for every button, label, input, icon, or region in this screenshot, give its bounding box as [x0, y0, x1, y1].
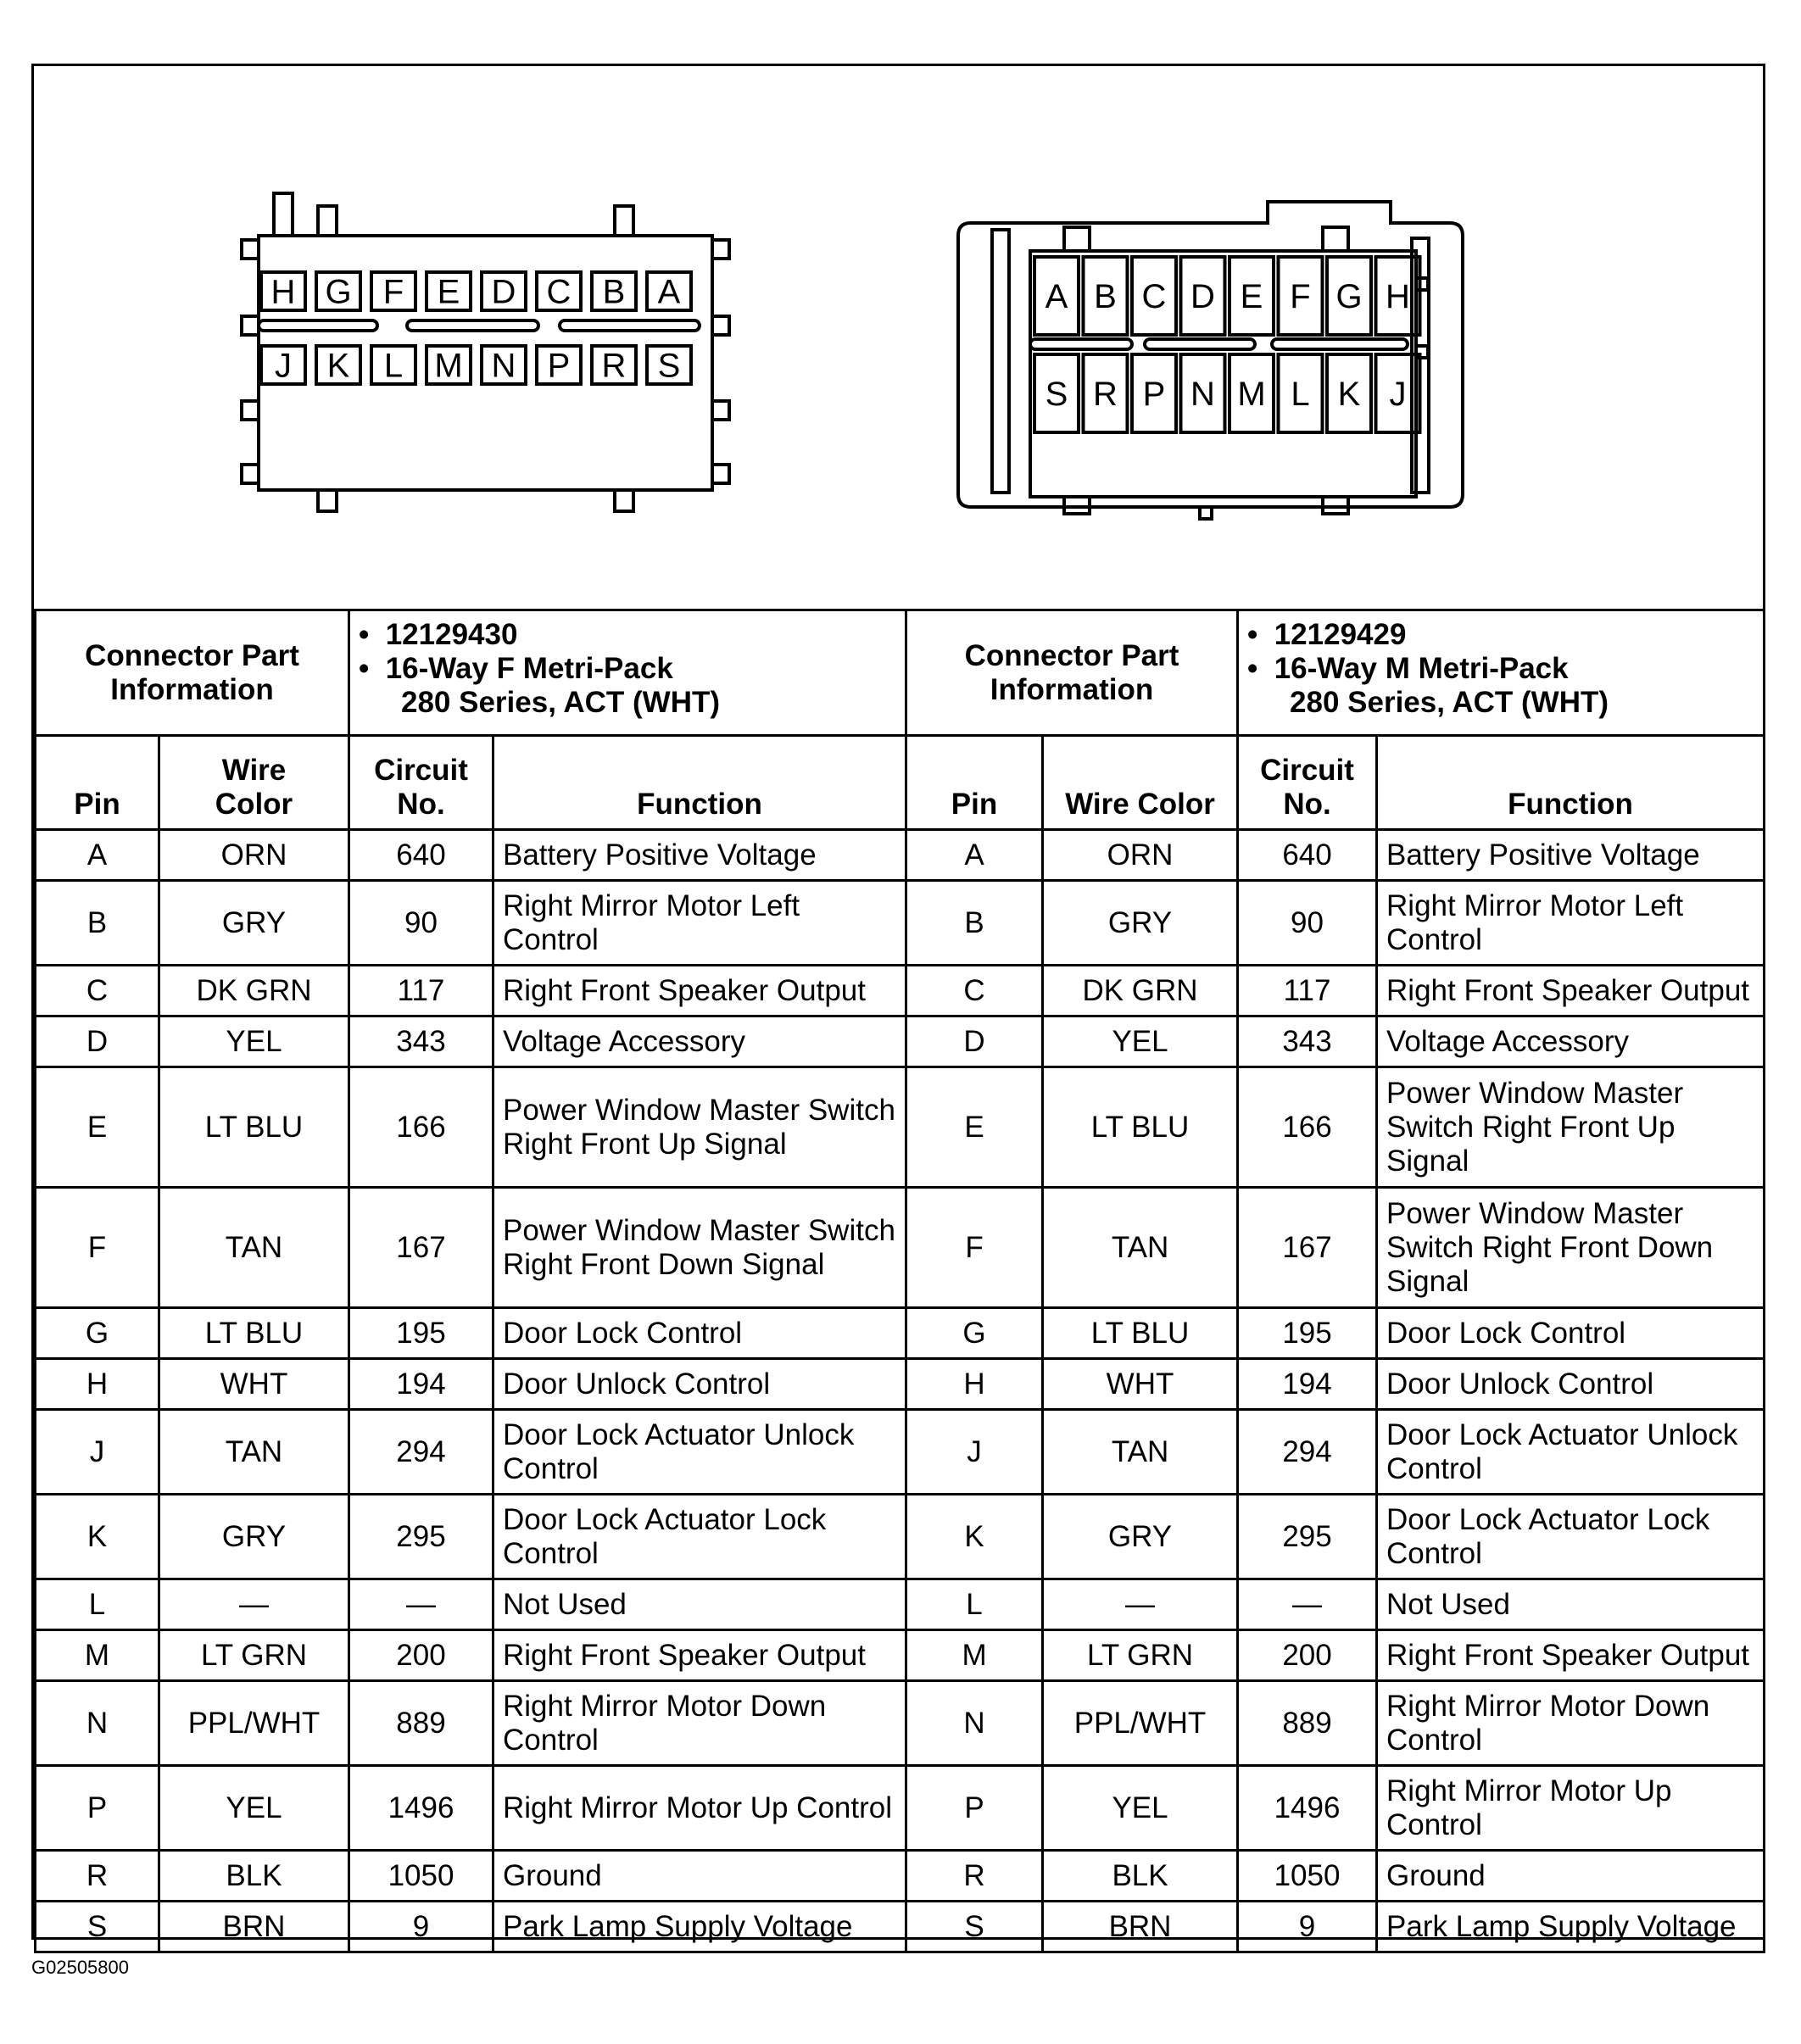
header-function-left: Function — [493, 736, 906, 830]
left-info-label — [36, 610, 349, 736]
right-cell-pin: L — [906, 1579, 1043, 1630]
header-circuit-left-l2: No. — [397, 788, 445, 821]
connector-info-row — [36, 610, 1765, 736]
left-pin-label-J: J — [275, 347, 292, 385]
table-row — [36, 1681, 1765, 1766]
pin-table — [34, 609, 1765, 1953]
right-cell-function: Right Mirror Motor Left Control — [1377, 881, 1765, 966]
left-cell-wire: — — [159, 1579, 349, 1630]
table-row — [36, 1067, 1765, 1188]
table-row — [36, 1410, 1765, 1495]
header-function-right: Function — [1377, 736, 1765, 830]
left-cell-wire: LT GRN — [159, 1630, 349, 1681]
right-cell-circuit: 200 — [1238, 1630, 1377, 1681]
left-cell-wire: BLK — [159, 1851, 349, 1902]
table-row — [36, 1630, 1765, 1681]
left-cell-function: Ground — [493, 1851, 906, 1902]
right-pin-label-E: E — [1240, 278, 1263, 315]
left-cell-pin: C — [36, 966, 159, 1016]
right-cell-circuit: 1496 — [1238, 1766, 1377, 1851]
right-cell-pin: M — [906, 1630, 1043, 1681]
left-cell-circuit: 200 — [349, 1630, 493, 1681]
right-pin-label-N: N — [1190, 376, 1215, 413]
right-cell-pin: J — [906, 1410, 1043, 1495]
right-cell-pin: C — [906, 966, 1043, 1016]
right-description-line2: 280 Series, ACT (WHT) — [1290, 686, 1609, 719]
left-cell-pin: A — [36, 830, 159, 881]
right-cell-function: Right Front Speaker Output — [1377, 1630, 1765, 1681]
header-circuit-right-l1: Circuit — [1260, 754, 1354, 787]
right-connector-top-row — [1034, 257, 1420, 335]
table-row — [36, 1308, 1765, 1359]
left-cell-circuit: 194 — [349, 1359, 493, 1410]
right-cell-pin: E — [906, 1067, 1043, 1188]
right-pin-label-P: P — [1142, 376, 1166, 413]
right-pin-label-L: L — [1291, 376, 1310, 413]
right-cell-function: Door Lock Control — [1377, 1308, 1765, 1359]
left-cell-pin: B — [36, 881, 159, 966]
table-row — [36, 1851, 1765, 1902]
right-info-label — [906, 610, 1238, 736]
right-pin-label-D: D — [1190, 278, 1215, 315]
left-cell-circuit: 90 — [349, 881, 493, 966]
table-row — [36, 1766, 1765, 1851]
right-cell-pin: F — [906, 1188, 1043, 1308]
figure-id: G02505800 — [31, 1957, 129, 1978]
header-circuit-left-l1: Circuit — [374, 754, 468, 787]
right-cell-circuit: 295 — [1238, 1495, 1377, 1579]
left-pin-label-G: G — [325, 273, 352, 311]
connector-diagram — [34, 66, 1763, 609]
left-info-label-line2: Information — [110, 672, 274, 706]
right-cell-circuit: 90 — [1238, 881, 1377, 966]
right-cell-wire: GRY — [1043, 881, 1238, 966]
left-cell-function: Right Mirror Motor Down Control — [493, 1681, 906, 1766]
right-cell-circuit: — — [1238, 1579, 1377, 1630]
right-cell-wire: LT BLU — [1043, 1067, 1238, 1188]
left-cell-pin: R — [36, 1851, 159, 1902]
left-cell-pin: H — [36, 1359, 159, 1410]
right-pin-label-J: J — [1389, 376, 1407, 413]
right-connector-bottom-row — [1034, 354, 1420, 432]
right-cell-circuit: 117 — [1238, 966, 1377, 1016]
right-cell-circuit: 640 — [1238, 830, 1377, 881]
right-cell-wire: WHT — [1043, 1359, 1238, 1410]
table-row — [36, 1188, 1765, 1308]
right-pin-label-M: M — [1237, 376, 1266, 413]
table-row — [36, 830, 1765, 881]
right-cell-circuit: 167 — [1238, 1188, 1377, 1308]
right-cell-wire: PPL/WHT — [1043, 1681, 1238, 1766]
right-cell-wire: YEL — [1043, 1766, 1238, 1851]
left-pin-label-R: R — [601, 347, 627, 385]
left-cell-pin: J — [36, 1410, 159, 1495]
right-cell-wire: BLK — [1043, 1851, 1238, 1902]
left-description-value: 16-Way F Metri-Pack — [385, 652, 673, 685]
left-cell-wire: GRY — [159, 1495, 349, 1579]
right-pin-label-K: K — [1337, 376, 1361, 413]
right-cell-pin: G — [906, 1308, 1043, 1359]
right-cell-wire: BRN — [1043, 1902, 1238, 1952]
right-cell-wire: LT GRN — [1043, 1630, 1238, 1681]
left-cell-circuit: 1496 — [349, 1766, 493, 1851]
right-cell-circuit: 294 — [1238, 1410, 1377, 1495]
left-cell-function: Right Front Speaker Output — [493, 966, 906, 1016]
table-row — [36, 881, 1765, 966]
header-pin-right: Pin — [906, 736, 1043, 830]
left-cell-function: Door Lock Actuator Lock Control — [493, 1495, 906, 1579]
left-pin-label-E: E — [437, 273, 460, 311]
left-pin-label-K: K — [326, 347, 350, 385]
right-cell-function: Power Window Master Switch Right Front Down Signal — [1377, 1188, 1765, 1308]
left-cell-pin: M — [36, 1630, 159, 1681]
right-cell-pin: B — [906, 881, 1043, 966]
right-cell-circuit: 889 — [1238, 1681, 1377, 1766]
left-cell-function: Voltage Accessory — [493, 1016, 906, 1067]
left-cell-function: Power Window Master Switch Right Front Down Signal — [493, 1188, 906, 1308]
left-description-line2: 280 Series, ACT (WHT) — [401, 686, 721, 719]
right-cell-function: Right Mirror Motor Down Control — [1377, 1681, 1765, 1766]
left-connector-top-row — [261, 272, 691, 311]
left-description-line1: • 16-Way F Metri-Pack — [359, 652, 673, 685]
left-pin-label-H: H — [270, 273, 296, 311]
left-cell-wire: YEL — [159, 1016, 349, 1067]
column-header-row — [36, 736, 1765, 830]
right-cell-function: Power Window Master Switch Right Front Up Signal — [1377, 1067, 1765, 1188]
right-cell-pin: N — [906, 1681, 1043, 1766]
left-pin-label-A: A — [657, 273, 681, 311]
left-part-number: • 12129430 — [359, 618, 518, 651]
right-cell-circuit: 1050 — [1238, 1851, 1377, 1902]
left-cell-circuit: 640 — [349, 830, 493, 881]
right-pin-label-G: G — [1335, 278, 1363, 315]
left-cell-function: Not Used — [493, 1579, 906, 1630]
right-pin-label-B: B — [1094, 278, 1117, 315]
right-description-line1: • 16-Way M Metri-Pack — [1247, 652, 1569, 685]
right-cell-pin: K — [906, 1495, 1043, 1579]
header-wire-color-right: Wire Color — [1043, 736, 1238, 830]
header-circuit-right-l2: No. — [1283, 788, 1331, 821]
right-cell-function: Door Lock Actuator Unlock Control — [1377, 1410, 1765, 1495]
left-cell-function: Right Mirror Motor Left Control — [493, 881, 906, 966]
table-row — [36, 966, 1765, 1016]
left-cell-function: Right Mirror Motor Up Control — [493, 1766, 906, 1851]
left-cell-circuit: 117 — [349, 966, 493, 1016]
left-cell-function: Power Window Master Switch Right Front Up Signal — [493, 1067, 906, 1188]
left-cell-circuit: 166 — [349, 1067, 493, 1188]
left-cell-wire: DK GRN — [159, 966, 349, 1016]
left-info-label-line1: Connector Part — [85, 638, 299, 672]
right-cell-function: Voltage Accessory — [1377, 1016, 1765, 1067]
left-cell-circuit: 889 — [349, 1681, 493, 1766]
left-cell-circuit: 294 — [349, 1410, 493, 1495]
left-cell-wire: LT BLU — [159, 1067, 349, 1188]
right-cell-pin: S — [906, 1902, 1043, 1952]
right-cell-circuit: 343 — [1238, 1016, 1377, 1067]
right-cell-function: Right Mirror Motor Up Control — [1377, 1766, 1765, 1851]
right-cell-circuit: 195 — [1238, 1308, 1377, 1359]
left-pin-label-P: P — [547, 347, 571, 385]
connector-frame — [31, 64, 1765, 1943]
left-cell-pin: D — [36, 1016, 159, 1067]
left-cell-pin: P — [36, 1766, 159, 1851]
table-row — [36, 1359, 1765, 1410]
left-cell-wire: YEL — [159, 1766, 349, 1851]
right-cell-wire: LT BLU — [1043, 1308, 1238, 1359]
header-wire-color-left-l1: Wire — [221, 754, 287, 787]
left-cell-circuit: 1050 — [349, 1851, 493, 1902]
right-part-number-value: 12129429 — [1274, 618, 1407, 651]
right-cell-function: Door Unlock Control — [1377, 1359, 1765, 1410]
right-pin-label-F: F — [1290, 278, 1311, 315]
left-cell-function: Door Lock Control — [493, 1308, 906, 1359]
right-cell-function: Battery Positive Voltage — [1377, 830, 1765, 881]
right-info-label-line1: Connector Part — [964, 638, 1179, 672]
right-cell-function: Door Lock Actuator Lock Control — [1377, 1495, 1765, 1579]
right-pin-label-R: R — [1093, 376, 1118, 413]
left-cell-circuit: 195 — [349, 1308, 493, 1359]
left-cell-pin: S — [36, 1902, 159, 1952]
left-part-info — [349, 610, 906, 736]
right-cell-pin: R — [906, 1851, 1043, 1902]
right-cell-pin: H — [906, 1359, 1043, 1410]
left-cell-function: Door Unlock Control — [493, 1359, 906, 1410]
left-pin-label-D: D — [491, 273, 516, 311]
pin-rows — [36, 830, 1765, 1952]
left-pin-label-B: B — [602, 273, 626, 311]
left-cell-pin: N — [36, 1681, 159, 1766]
left-part-number-value: 12129430 — [385, 618, 518, 651]
right-pin-label-H: H — [1386, 278, 1410, 315]
left-pin-label-N: N — [491, 347, 516, 385]
table-row — [36, 1495, 1765, 1579]
right-cell-wire: YEL — [1043, 1016, 1238, 1067]
right-cell-wire: DK GRN — [1043, 966, 1238, 1016]
right-cell-pin: P — [906, 1766, 1043, 1851]
left-cell-wire: GRY — [159, 881, 349, 966]
left-cell-wire: BRN — [159, 1902, 349, 1952]
left-pin-label-C: C — [546, 273, 572, 311]
left-cell-circuit: — — [349, 1579, 493, 1630]
right-info-label-line2: Information — [990, 672, 1154, 706]
left-cell-circuit: 295 — [349, 1495, 493, 1579]
left-cell-wire: TAN — [159, 1410, 349, 1495]
table-row — [36, 1016, 1765, 1067]
right-cell-circuit: 9 — [1238, 1902, 1377, 1952]
right-cell-function: Ground — [1377, 1851, 1765, 1902]
right-cell-wire: TAN — [1043, 1188, 1238, 1308]
right-part-info — [1238, 610, 1765, 736]
left-pin-label-S: S — [657, 347, 681, 385]
left-cell-wire: WHT — [159, 1359, 349, 1410]
right-description-value: 16-Way M Metri-Pack — [1274, 652, 1569, 685]
left-cell-pin: F — [36, 1188, 159, 1308]
left-cell-pin: G — [36, 1308, 159, 1359]
table-row — [36, 1579, 1765, 1630]
left-cell-function: Right Front Speaker Output — [493, 1630, 906, 1681]
left-cell-pin: L — [36, 1579, 159, 1630]
right-cell-circuit: 194 — [1238, 1359, 1377, 1410]
right-pin-label-S: S — [1045, 376, 1068, 413]
header-wire-color-left — [159, 736, 349, 830]
left-cell-pin: E — [36, 1067, 159, 1188]
left-cell-circuit: 343 — [349, 1016, 493, 1067]
left-cell-pin: K — [36, 1495, 159, 1579]
right-pin-label-C: C — [1141, 278, 1167, 315]
left-cell-wire: TAN — [159, 1188, 349, 1308]
left-cell-function: Battery Positive Voltage — [493, 830, 906, 881]
header-circuit-right — [1238, 736, 1377, 830]
header-wire-color-left-l2: Color — [215, 788, 293, 821]
right-cell-function: Right Front Speaker Output — [1377, 966, 1765, 1016]
right-cell-wire: ORN — [1043, 830, 1238, 881]
left-cell-wire: LT BLU — [159, 1308, 349, 1359]
right-cell-function: Not Used — [1377, 1579, 1765, 1630]
left-cell-function: Door Lock Actuator Unlock Control — [493, 1410, 906, 1495]
right-cell-wire: GRY — [1043, 1495, 1238, 1579]
left-cell-function: Park Lamp Supply Voltage — [493, 1902, 906, 1952]
table-row — [36, 1902, 1765, 1952]
right-cell-pin: D — [906, 1016, 1043, 1067]
left-cell-circuit: 9 — [349, 1902, 493, 1952]
right-cell-pin: A — [906, 830, 1043, 881]
right-cell-wire: TAN — [1043, 1410, 1238, 1495]
right-cell-function: Park Lamp Supply Voltage — [1377, 1902, 1765, 1952]
right-cell-wire: — — [1043, 1579, 1238, 1630]
right-cell-circuit: 166 — [1238, 1067, 1377, 1188]
left-cell-circuit: 167 — [349, 1188, 493, 1308]
right-part-number: • 12129429 — [1247, 618, 1407, 651]
left-cell-wire: PPL/WHT — [159, 1681, 349, 1766]
right-pin-label-A: A — [1045, 278, 1068, 315]
left-pin-label-L: L — [383, 347, 404, 385]
left-pin-label-F: F — [382, 273, 404, 311]
left-connector-bottom-row — [261, 346, 691, 385]
header-pin-left: Pin — [36, 736, 159, 830]
header-circuit-left — [349, 736, 493, 830]
left-cell-wire: ORN — [159, 830, 349, 881]
left-pin-label-M: M — [434, 347, 463, 385]
